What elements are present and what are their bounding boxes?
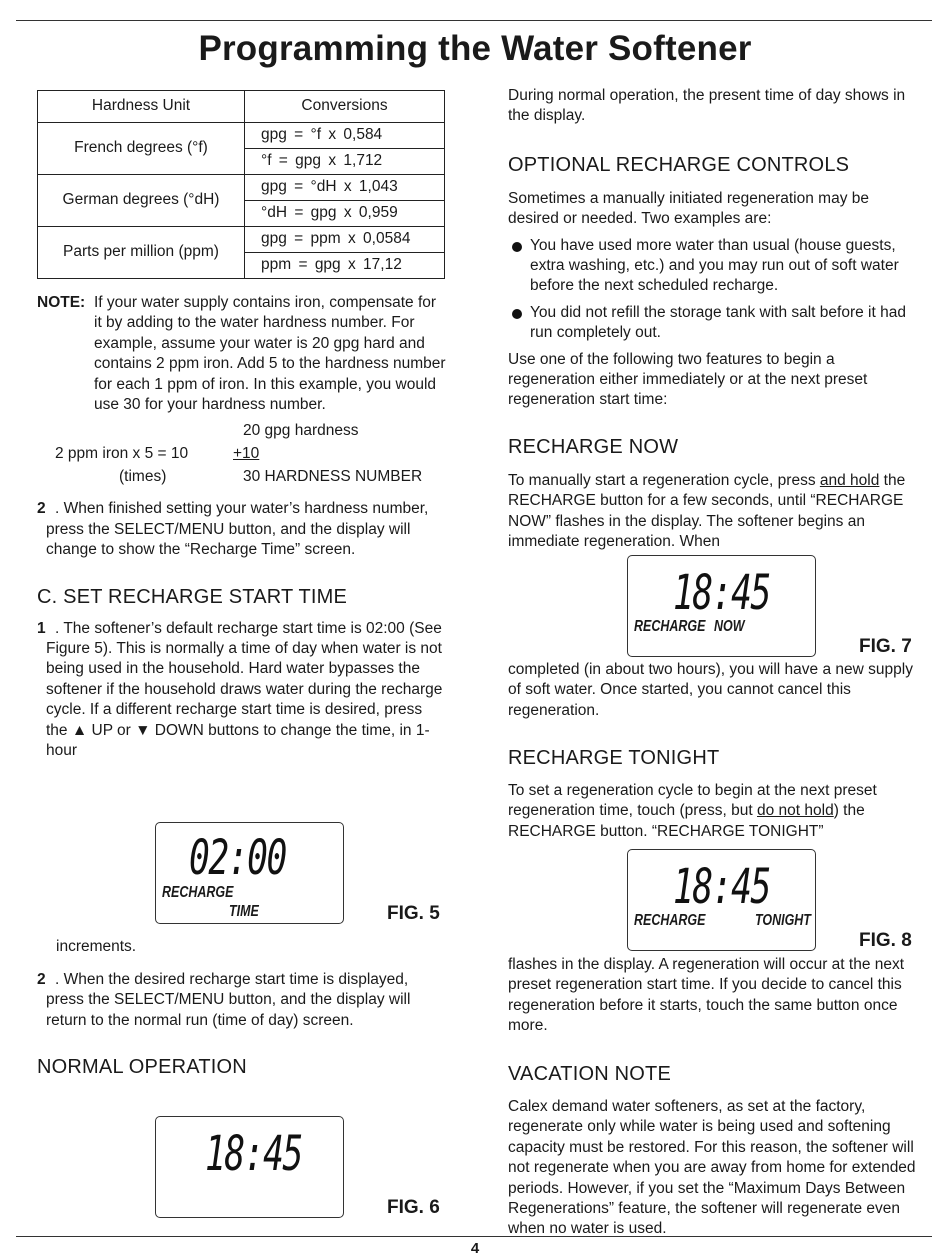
- do-not-hold-emphasis: do not hold: [757, 802, 834, 820]
- bullet-text: You did not refill the storage tank with salt before it had run completely out.: [530, 303, 906, 342]
- hardness-calculation: [37, 421, 447, 489]
- left-column: [37, 90, 447, 762]
- lcd-label-recharge: RECHARGE: [634, 618, 706, 635]
- vacation-note-text: Calex demand water softeners, as set at the factory, regenerate only while water is being used and softening capacity must be restored. For this reason, the softener will not regenerate when you are away from home for extended periods. However, if you set the “Maximum Days Between Regenerations” feature, the softener will regenerate even when no water is used.: [508, 1098, 916, 1238]
- bullet-text: You have used more water than usual (house guests, extra washing, etc.) and you may run out of soft water before the next scheduled recharge.: [530, 236, 899, 295]
- note-text: If your water supply contains iron, compensate for it by adding to the water hardness number. For example, assume your water is 20 gpg hard and contains 2 ppm iron. Add 5 to the hardness number for each 1 ppm of iron. In this example, you would use 30 for your hardness number.: [94, 294, 446, 414]
- bullet-item: [508, 303, 918, 344]
- table-row: [38, 227, 445, 253]
- top-rule: [16, 20, 932, 21]
- optional-intro: Sometimes a manually initiated regeneration may be desired or needed. Two examples are:: [508, 189, 869, 228]
- optional-recharge-heading: OPTIONAL RECHARGE CONTROLS: [508, 153, 850, 176]
- lcd-label-now: NOW: [714, 618, 745, 635]
- iron-note: [37, 293, 447, 415]
- step-number: 2: [37, 500, 46, 518]
- increments-text: increments.: [56, 938, 137, 955]
- lcd-label-time: TIME: [229, 903, 259, 920]
- page-title: Programming the Water Softener: [198, 29, 752, 68]
- table-row: [38, 123, 445, 149]
- unit-cell: German degrees (°dH): [38, 175, 245, 227]
- unit-cell: French degrees (°f): [38, 123, 245, 175]
- step-2-hardness: [37, 499, 447, 560]
- and-hold-emphasis: and hold: [819, 471, 880, 489]
- vacation-note-heading: VACATION NOTE: [508, 1063, 671, 1085]
- lcd-digits: 18:45: [673, 859, 770, 915]
- table-header-unit: Hardness Unit: [38, 91, 245, 123]
- step-1-recharge: [37, 619, 447, 762]
- recharge-tonight-text-a: To set a regeneration cycle to begin at the next preset regeneration time, touch (press, but: [508, 782, 877, 820]
- recharge-now-text-b: the RECHARGE button for a few seconds, until “RECHARGE NOW” flashes in the display. The softener begins an immediate regeneration. When: [508, 471, 906, 551]
- recharge-now-continued: completed (in about two hours), you will have a new supply of soft water. Once started, you cannot cancel this regeneration.: [508, 661, 913, 719]
- step-number: 2: [37, 971, 46, 988]
- calc-hardness: 20 gpg hardness: [243, 422, 359, 440]
- conversion-cell: ppm = gpg x 17,12: [245, 253, 445, 279]
- calc-times: (times): [119, 468, 167, 486]
- fig8-label: FIG. 8: [859, 930, 912, 951]
- lcd-display-fig7: [627, 555, 816, 657]
- bottom-rule: [16, 1236, 932, 1237]
- lcd-display-fig6: [155, 1116, 344, 1218]
- recharge-now-heading: RECHARGE NOW: [508, 435, 679, 458]
- bullet-dot: [512, 242, 522, 252]
- conversion-cell: °f = gpg x 1,712: [245, 149, 445, 175]
- recharge-tonight-text-b: ) the RECHARGE button. “RECHARGE TONIGHT”: [508, 802, 865, 840]
- bullet-item: [508, 236, 918, 297]
- table-header-conversions: Conversions: [245, 91, 445, 123]
- page-number: 4: [470, 1240, 480, 1257]
- unit-cell: Parts per million (ppm): [38, 227, 245, 279]
- conversion-cell: gpg = ppm x 0,0584: [245, 227, 445, 253]
- lcd-digits: 18:45: [673, 565, 770, 621]
- calc-plus: +10: [233, 445, 260, 463]
- conversion-cell: gpg = °dH x 1,043: [245, 175, 445, 201]
- calc-total: 30 HARDNESS NUMBER: [243, 468, 423, 486]
- bullet-dot: [512, 309, 522, 319]
- normal-operation-heading: NORMAL OPERATION: [37, 1056, 247, 1078]
- optional-outro: Use one of the following two features to begin a regeneration either immediately or at the next preset regeneration start time:: [508, 350, 868, 409]
- lcd-digits: 18:45: [205, 1126, 302, 1182]
- table-row: [38, 175, 445, 201]
- lcd-display-fig5: [155, 822, 344, 924]
- calc-iron: 2 ppm iron x 5 = 10: [55, 445, 189, 463]
- fig7-label: FIG. 7: [859, 636, 912, 657]
- conversion-cell: °dH = gpg x 0,959: [245, 201, 445, 227]
- lcd-digits: 02:00: [189, 830, 286, 886]
- recharge-tonight-text: [508, 781, 918, 842]
- step-2-recharge: [37, 970, 447, 1031]
- lcd-label-recharge: RECHARGE: [634, 912, 706, 929]
- fig6-label: FIG. 6: [387, 1197, 440, 1218]
- recharge-now-text: [508, 471, 918, 553]
- lcd-label-tonight: TONIGHT: [755, 912, 811, 929]
- note-label: NOTE:: [37, 294, 86, 311]
- recharge-tonight-continued: flashes in the display. A regeneration will occur at the next preset regeneration start time. If you decide to cancel this regeneration before it starts, touch the same button once more.: [508, 956, 905, 1035]
- lcd-label-recharge: RECHARGE: [162, 884, 234, 901]
- fig5-label: FIG. 5: [387, 903, 440, 924]
- right-column: [508, 86, 918, 553]
- step-text: . The softener’s default recharge start time is 02:00 (See Figure 5). This is normally a time of day when water is not being used in the household. Hard water bypasses the softener if the household draws water during the recharge cycle. If a different recharge start time is desired, press the ▲ UP or ▼ DOWN buttons to change the time, in 1-hour: [46, 619, 443, 760]
- step-text: . When finished setting your water’s hardness number, press the SELECT/MENU button, and the display will change to show the “Recharge Time” screen.: [46, 500, 429, 559]
- recharge-tonight-heading: RECHARGE TONIGHT: [508, 747, 720, 769]
- normal-operation-text: During normal operation, the present time of day shows in the display.: [508, 87, 906, 125]
- section-c-heading: C. SET RECHARGE START TIME: [37, 585, 348, 608]
- lcd-display-fig8: [627, 849, 816, 951]
- step-number: 1: [37, 619, 46, 637]
- step-text: . When the desired recharge start time is displayed, press the SELECT/MENU button, and the display will return to the normal run (time of day) screen.: [46, 971, 411, 1029]
- recharge-now-text-a: To manually start a regeneration cycle, press: [508, 471, 820, 489]
- hardness-conversion-table: [37, 90, 445, 279]
- conversion-cell: gpg = °f x 0,584: [245, 123, 445, 149]
